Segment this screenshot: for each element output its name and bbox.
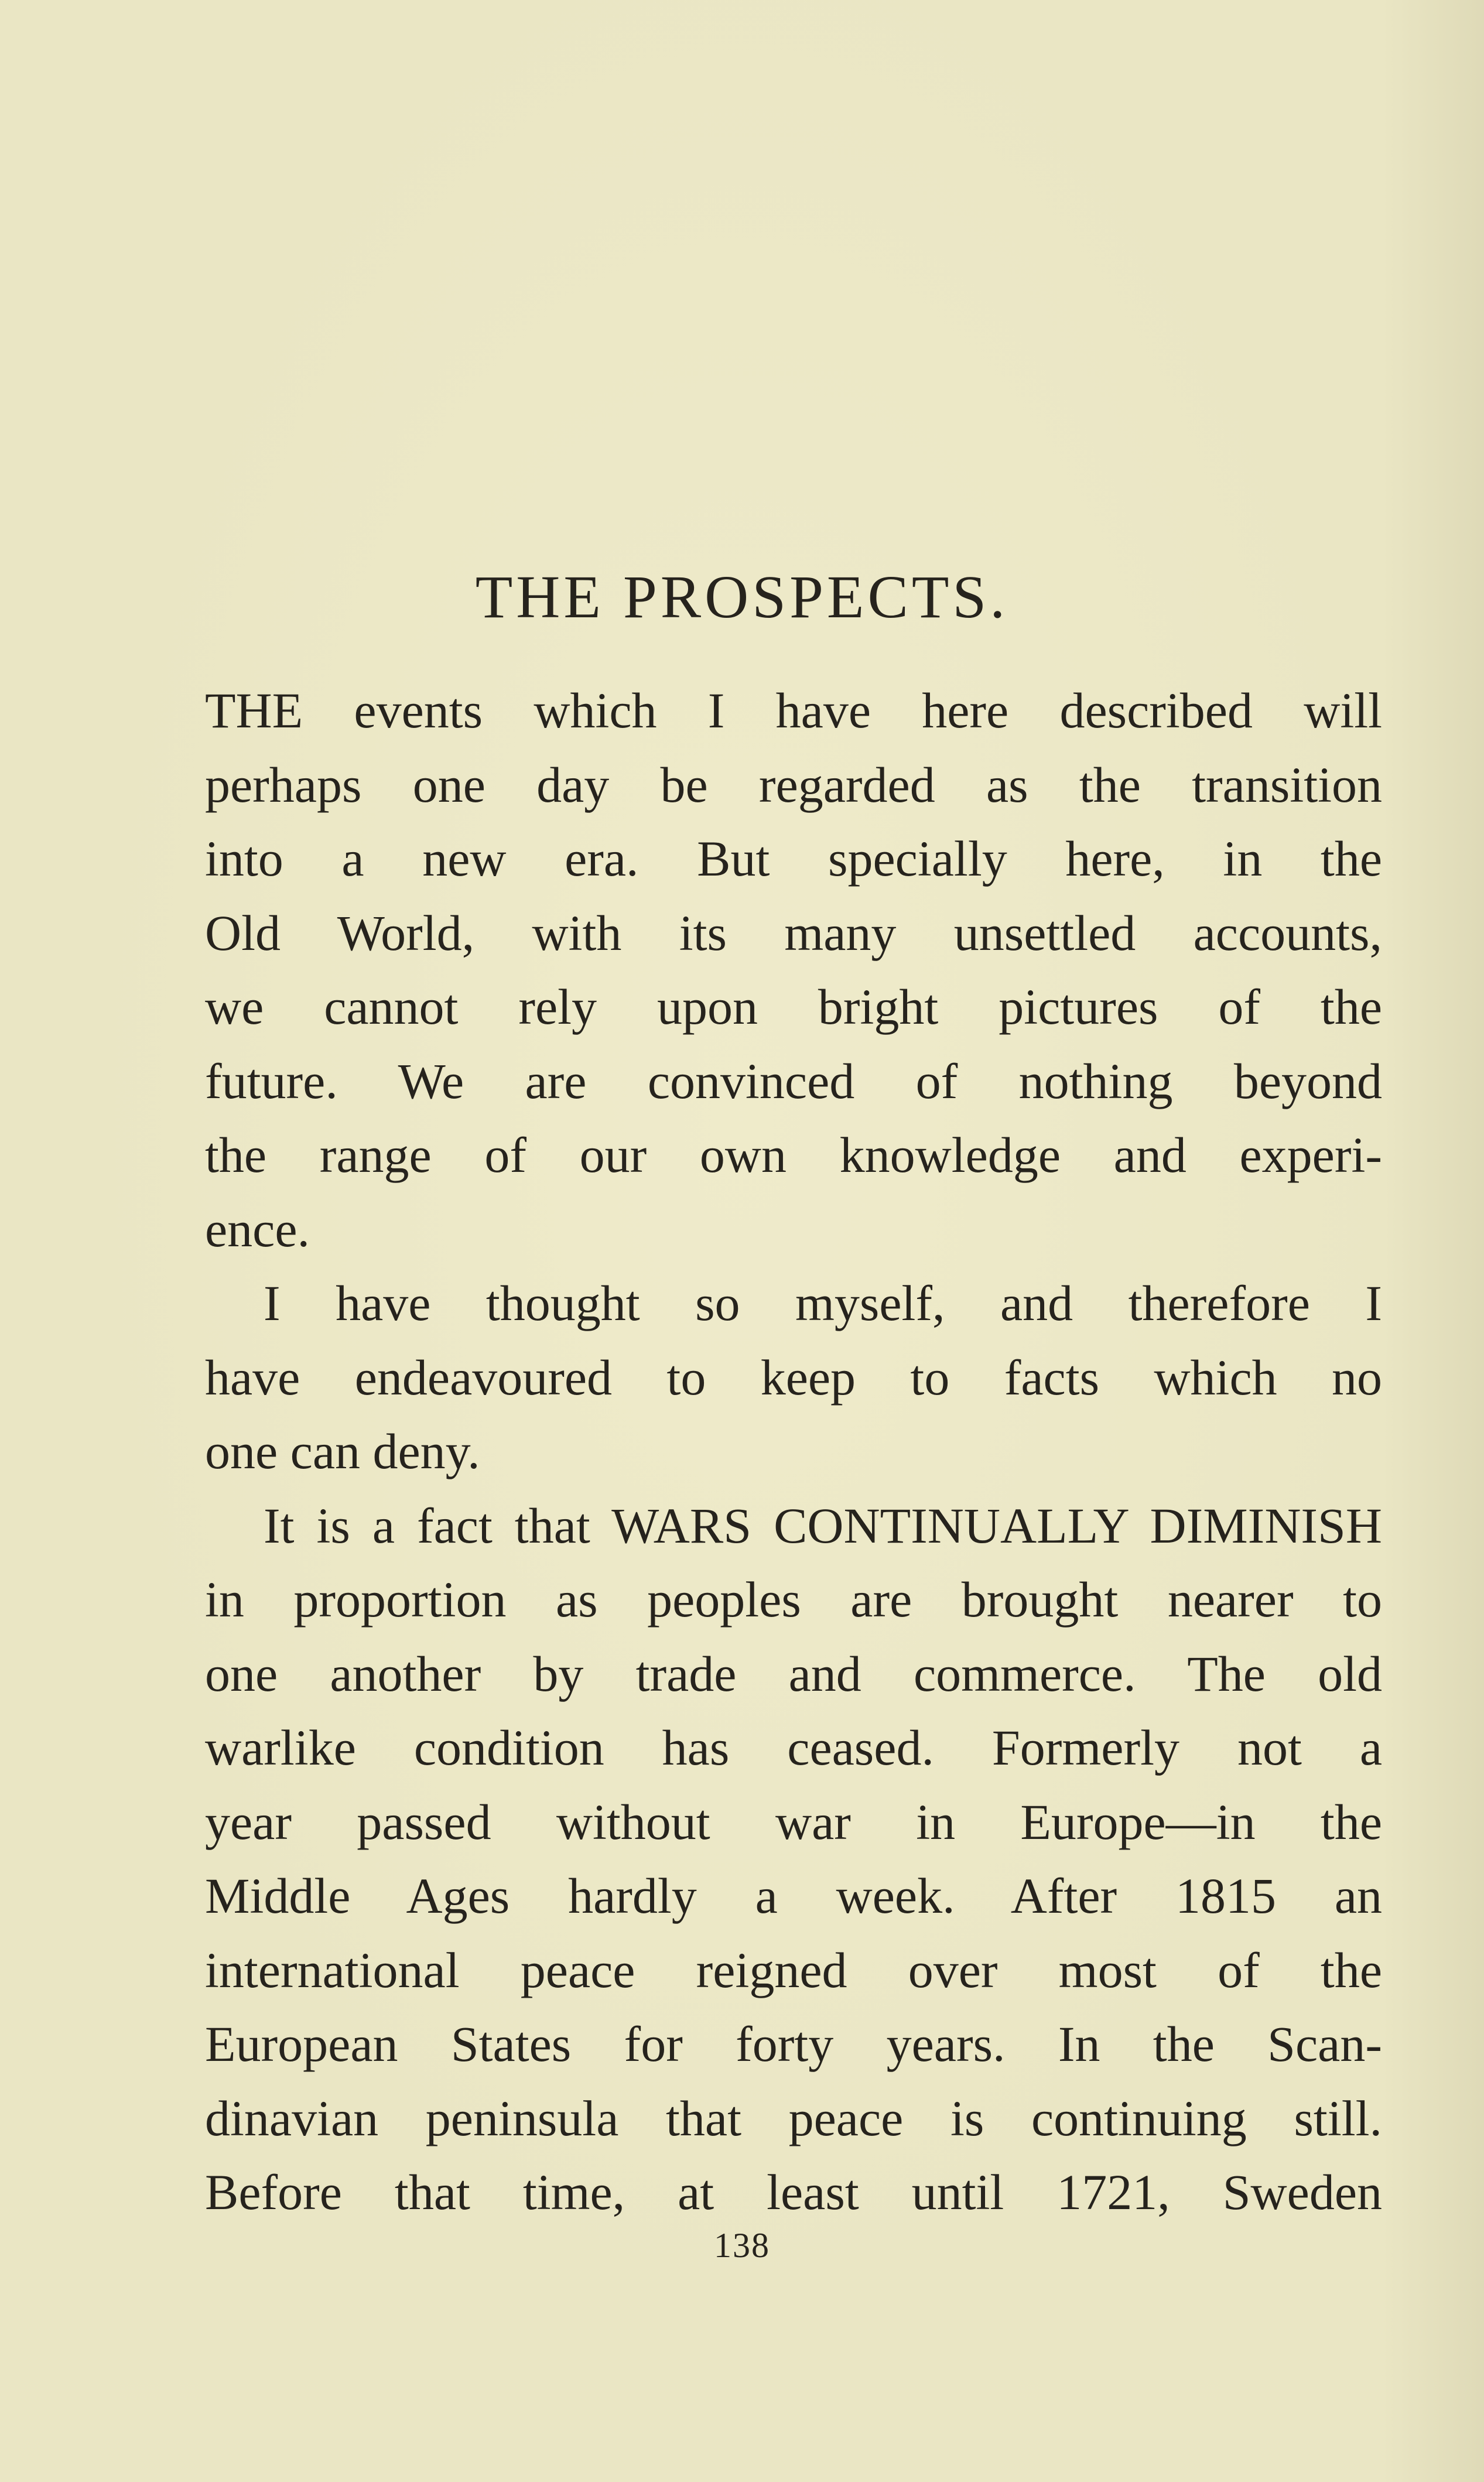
- chapter-title: THE PROSPECTS.: [475, 563, 1009, 631]
- text-line: Old World, with its many unsettled accounts,: [205, 904, 1382, 961]
- text-line: dinavian peninsula that peace is continuing still.: [205, 2090, 1382, 2146]
- text-line: into a new era. But specially here, in the: [205, 830, 1382, 887]
- text-line: we cannot rely upon bright pictures of the: [205, 979, 1382, 1035]
- text-line: Middle Ages hardly a week. After 1815 an: [205, 1868, 1382, 1924]
- page-number: 138: [714, 2226, 770, 2265]
- text-line: the range of our own knowledge and experi-: [205, 1127, 1382, 1183]
- body-text: [205, 674, 1382, 2230]
- text-line: future. We are convinced of nothing beyond: [205, 1052, 1382, 1109]
- text-line: international peace reigned over most of the: [205, 1941, 1382, 1998]
- text-line: perhaps one day be regarded as the transition: [205, 756, 1382, 813]
- text-line: ence.: [205, 1201, 310, 1257]
- text-line: warlike condition has ceased. Formerly not a: [205, 1719, 1382, 1776]
- text-line: year passed without war in Europe—in the: [205, 1793, 1382, 1850]
- text-line: THE events which I have here described will: [205, 682, 1382, 739]
- text-line: European States for forty years. In the Scan-: [205, 2016, 1382, 2072]
- text-line: Before that time, at least until 1721, Sweden: [205, 2164, 1382, 2220]
- text-line: one can deny.: [205, 1423, 480, 1479]
- text-line: have endeavoured to keep to facts which no: [205, 1349, 1382, 1406]
- text-line: in proportion as peoples are brought nearer to: [205, 1571, 1382, 1628]
- text-line: I have thought so myself, and therefore I: [264, 1275, 1382, 1331]
- text-line: one another by trade and commerce. The old: [205, 1645, 1382, 1702]
- text-line: It is a fact that WARS CONTINUALLY DIMINISH: [264, 1497, 1382, 1554]
